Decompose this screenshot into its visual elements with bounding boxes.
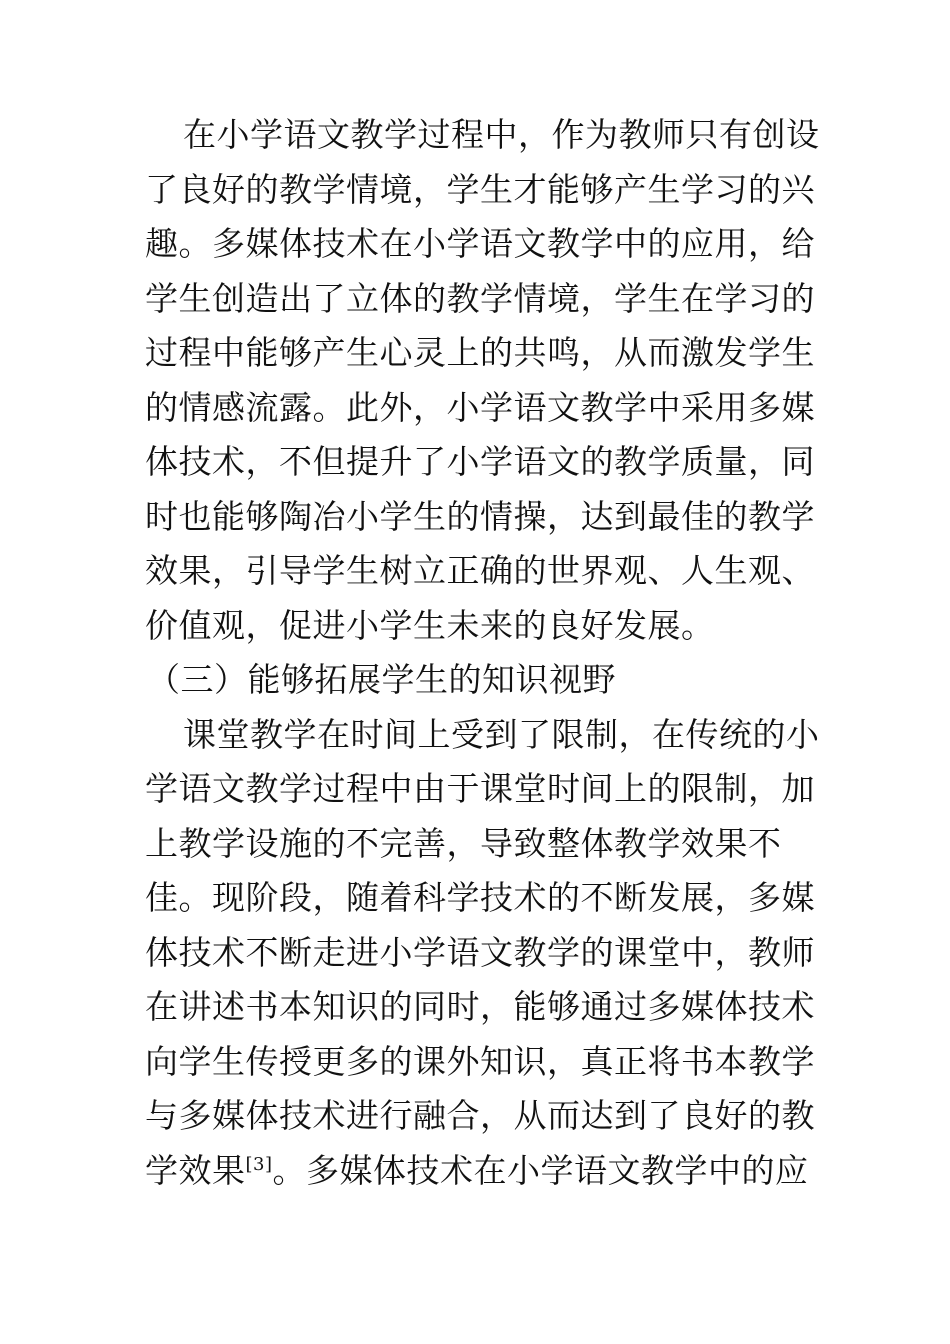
paragraph-line: 趣。多媒体技术在小学语文教学中的应用，给 xyxy=(145,224,815,263)
paragraph-line: 的情感流露。此外，小学语文教学中采用多媒 xyxy=(145,387,815,427)
paragraph-line: 体技术，不但提升了小学语文的教学质量，同 xyxy=(145,442,815,481)
text-before-citation: 学效果 xyxy=(145,1150,246,1190)
body-text xyxy=(145,108,820,1198)
section-heading: （三）能够拓展学生的知识视野 xyxy=(147,660,616,699)
paragraph-line: 体技术不断走进小学语文教学的课堂中，教师 xyxy=(145,932,815,972)
paragraph-2 xyxy=(145,708,820,1199)
paragraph-line-with-citation xyxy=(145,1144,809,1199)
paragraph-line: 价值观，促进小学生未来的良好发展。 xyxy=(145,605,715,645)
paragraph-line: 了良好的教学情境，学生才能够产生学习的兴 xyxy=(145,169,815,209)
paragraph-1 xyxy=(145,108,820,653)
paragraph-line: 在小学语文教学过程中，作为教师只有创设 xyxy=(183,115,820,154)
paragraph-line: 向学生传授更多的课外知识，真正将书本教学 xyxy=(145,1041,815,1081)
citation-reference: [3] xyxy=(245,1153,273,1175)
paragraph-line: 课堂教学在时间上受到了限制，在传统的小 xyxy=(183,714,820,754)
text-after-citation: 。多媒体技术在小学语文教学中的应 xyxy=(272,1150,809,1190)
paragraph-line: 学生创造出了立体的教学情境，学生在学习的 xyxy=(145,278,815,318)
paragraph-line: 过程中能够产生心灵上的共鸣，从而激发学生 xyxy=(145,333,815,372)
paragraph-line: 时也能够陶冶小学生的情操，达到最佳的教学 xyxy=(145,496,815,536)
paragraph-line: 上教学设施的不完善，导致整体教学效果不 xyxy=(145,823,782,863)
paragraph-line: 与多媒体技术进行融合，从而达到了良好的教 xyxy=(145,1096,815,1135)
paragraph-line: 佳。现阶段，随着科学技术的不断发展，多媒 xyxy=(145,878,815,917)
paragraph-line: 效果，引导学生树立正确的世界观、人生观、 xyxy=(145,551,815,590)
paragraph-line: 在讲述书本知识的同时，能够通过多媒体技术 xyxy=(145,987,815,1026)
paragraph-line: 学语文教学过程中由于课堂时间上的限制，加 xyxy=(145,769,815,808)
